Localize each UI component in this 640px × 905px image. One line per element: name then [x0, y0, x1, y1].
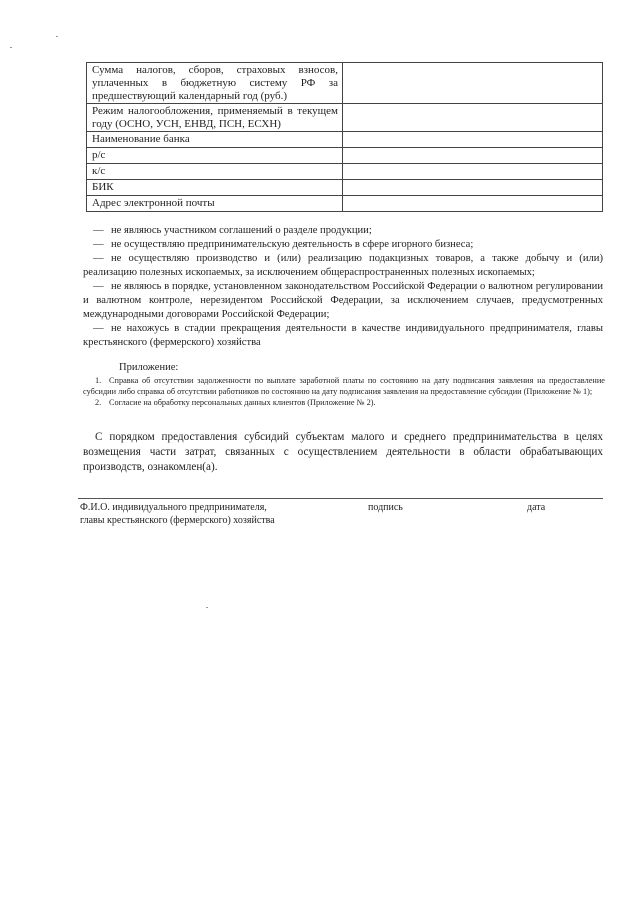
row-label-correspondent-account: к/с: [87, 164, 343, 180]
table-row: [87, 180, 603, 196]
table-row: [87, 63, 603, 104]
dash-marker: —: [93, 323, 104, 334]
acknowledgement-paragraph: С порядком предоставления субсидий субъектам малого и среднего предпринимательства в целях возмещения части затрат, связанных с осуществлением деятельности в области обрабатывающих производств, ознакомлен(а).: [83, 431, 603, 473]
appendix-item-number: 1.: [95, 376, 102, 385]
date-caption: дата: [527, 502, 546, 513]
table-row: [87, 132, 603, 148]
scan-speck: [206, 607, 208, 608]
appendix-section: [83, 361, 605, 408]
fio-caption: [80, 501, 275, 527]
appendix-title: Приложение:: [119, 362, 179, 373]
list-item: [83, 224, 603, 238]
row-label-settlement-account: р/с: [87, 148, 343, 164]
row-label-bank-name: Наименование банка: [87, 132, 343, 148]
row-value-tax-regime[interactable]: [343, 104, 603, 132]
signature-caption: подпись: [368, 502, 403, 513]
row-value-email[interactable]: [343, 196, 603, 212]
list-item: [83, 238, 603, 252]
table-row: [87, 164, 603, 180]
table-row: [87, 196, 603, 212]
fio-caption-line1: Ф.И.О. индивидуального предпринимателя,: [80, 502, 267, 513]
row-label-bik: БИК: [87, 180, 343, 196]
declaration-text: не осуществляю производство и (или) реализацию подакцизных товаров, а также добычу и (или) реализацию полезных ископаемых, за исключением общераспространенных полезных ископаемых;: [83, 253, 603, 278]
row-label-taxes-paid: Сумма налогов, сборов, страховых взносов, уплаченных в бюджетную систему РФ за предшествующий календарный год (руб.): [87, 63, 343, 104]
list-item: [83, 252, 603, 280]
list-item: [83, 280, 603, 322]
scan-speck: [10, 47, 12, 48]
appendix-item-text: Согласие на обработку персональных данных клиентов (Приложение № 2).: [109, 398, 376, 407]
appendix-item: [83, 397, 605, 408]
appendix-item-number: 2.: [95, 398, 102, 407]
row-value-bank-name[interactable]: [343, 132, 603, 148]
table-row: [87, 148, 603, 164]
declaration-text: не являюсь участником соглашений о разделе продукции;: [111, 225, 372, 236]
row-value-correspondent-account[interactable]: [343, 164, 603, 180]
row-value-settlement-account[interactable]: [343, 148, 603, 164]
scan-speck: [56, 36, 58, 37]
row-value-taxes-paid[interactable]: [343, 63, 603, 104]
dash-marker: —: [93, 281, 104, 292]
signature-line: [78, 498, 603, 499]
applicant-info-table: [86, 62, 603, 212]
appendix-item: [83, 375, 605, 397]
declaration-text: не являюсь в порядке, установленном законодательством Российской Федерации о валютном регулировании и валютном контроле, нерезидентом Российской Федерации, за исключением случаев, предусмотренных международными договорами Российской Федерации;: [83, 281, 603, 320]
dash-marker: —: [93, 239, 104, 250]
declaration-text: не нахожусь в стадии прекращения деятельности в качестве индивидуального предпринимателя, главы крестьянского (фермерского) хозяйства: [83, 323, 603, 348]
appendix-item-text: Справка об отсутствии задолженности по выплате заработной платы по состоянию на дату подписания заявления на предоставление субсидии либо справка об отсутствии работников по состоянию на дату подписания заявления на предоставление субсидии (Приложение № 1);: [83, 376, 605, 396]
row-value-bik[interactable]: [343, 180, 603, 196]
fio-caption-line2: главы крестьянского (фермерского) хозяйства: [80, 515, 275, 526]
dash-marker: —: [93, 225, 104, 236]
declarations-list: [83, 224, 603, 350]
table-row: [87, 104, 603, 132]
declaration-text: не осуществляю предпринимательскую деятельность в сфере игорного бизнеса;: [111, 239, 474, 250]
dash-marker: —: [93, 253, 104, 264]
row-label-email: Адрес электронной почты: [87, 196, 343, 212]
row-label-tax-regime: Режим налогообложения, применяемый в текущем году (ОСНО, УСН, ЕНВД, ПСН, ЕСХН): [87, 104, 343, 132]
list-item: [83, 322, 603, 350]
